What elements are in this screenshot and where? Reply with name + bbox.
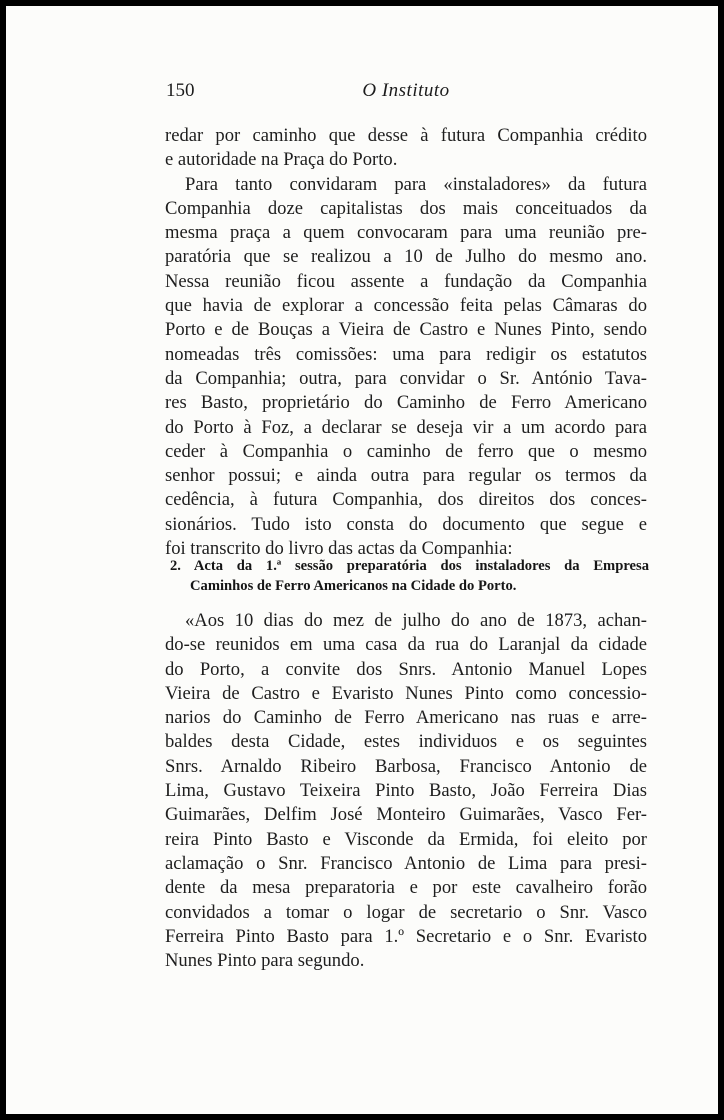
text-line: reira Pinto Basto e Visconde da Ermida, foi eleito por xyxy=(165,828,647,850)
running-title: O Instituto xyxy=(362,80,450,101)
text-line: Companhia doze capitalistas dos mais conceituados da xyxy=(165,197,647,219)
paragraph-intro xyxy=(165,124,647,561)
text-line: Nessa reunião ficou assente a fundação da Companhia xyxy=(165,270,647,292)
text-line: sionários. Tudo isto consta do documento que segue e xyxy=(165,513,647,535)
text-line: cedência, à futura Companhia, dos direitos dos conces- xyxy=(165,489,647,511)
text-line: do Porto, a convite dos Snrs. Antonio Manuel Lopes xyxy=(165,658,647,680)
text-line: baldes desta Cidade, estes individuos e os seguintes xyxy=(165,731,647,753)
text-line: do-se reunidos em uma casa da rua do Laranjal da cidade xyxy=(165,634,647,656)
text-line: da Companhia; outra, para convidar o Sr. António Tava- xyxy=(165,367,647,389)
text-line: Porto e de Bouças a Vieira de Castro e Nunes Pinto, sendo xyxy=(165,319,647,341)
text-line: paratória que se realizou a 10 de Julho do mesmo ano. xyxy=(165,246,647,268)
text-line: Snrs. Arnaldo Ribeiro Barbosa, Francisco Antonio de xyxy=(165,755,647,777)
text-line: Vieira de Castro e Evaristo Nunes Pinto como concessio- xyxy=(165,682,647,704)
text-line: senhor possui; e ainda outra para regular os termos da xyxy=(165,465,647,487)
section-heading-line-2: Caminhos de Ferro Americanos na Cidade do Porto. xyxy=(190,578,517,594)
text-line: Lima, Gustavo Teixeira Pinto Basto, João Ferreira Dias xyxy=(165,780,647,802)
text-line: Ferreira Pinto Basto para 1.º Secretario e o Snr. Evaristo xyxy=(165,925,647,947)
book-page xyxy=(6,6,718,1114)
text-line: convidados a tomar o logar de secretario o Snr. Vasco xyxy=(165,901,647,923)
text-line: res Basto, proprietário do Caminho de Ferro Americano xyxy=(165,392,647,414)
text-line: do Porto à Foz, a declarar se deseja vir a um acordo para xyxy=(165,416,647,438)
page-number: 150 xyxy=(166,80,195,101)
text-line: foi transcrito do livro das actas da Companhia: xyxy=(165,538,513,560)
text-line: nomeadas três comissões: uma para redigir os estatutos xyxy=(165,343,647,365)
text-line: aclamação o Snr. Francisco Antonio de Lima para presi- xyxy=(165,852,647,874)
text-line: ceder à Companhia o caminho de ferro que o mesmo xyxy=(165,440,647,462)
text-line: que havia de explorar a concessão feita pelas Câmaras do xyxy=(165,295,647,317)
text-line: e autoridade na Praça do Porto. xyxy=(165,149,398,171)
text-line: Nunes Pinto para segundo. xyxy=(165,950,365,972)
text-line: narios do Caminho de Ferro Americano nas ruas e arre- xyxy=(165,707,647,729)
text-line: dente da mesa preparatoria e por este cavalheiro forão xyxy=(165,877,647,899)
text-line: mesma praça a quem convocaram para uma reunião pre- xyxy=(165,222,647,244)
section-heading-line-1: 2. Acta da 1.ª sessão preparatória dos instaladores da Empresa xyxy=(170,558,649,574)
section-heading xyxy=(170,556,649,596)
text-line: redar por caminho que desse à futura Companhia crédito xyxy=(165,125,647,146)
text-line: Guimarães, Delfim José Monteiro Guimarães, Vasco Fer- xyxy=(165,804,647,826)
paragraph-minutes xyxy=(165,609,647,973)
text-line: Para tanto convidaram para «instaladores» da futura xyxy=(185,173,647,195)
page-header xyxy=(164,80,648,110)
text-line: «Aos 10 dias do mez de julho do ano de 1873, achan- xyxy=(185,610,647,631)
